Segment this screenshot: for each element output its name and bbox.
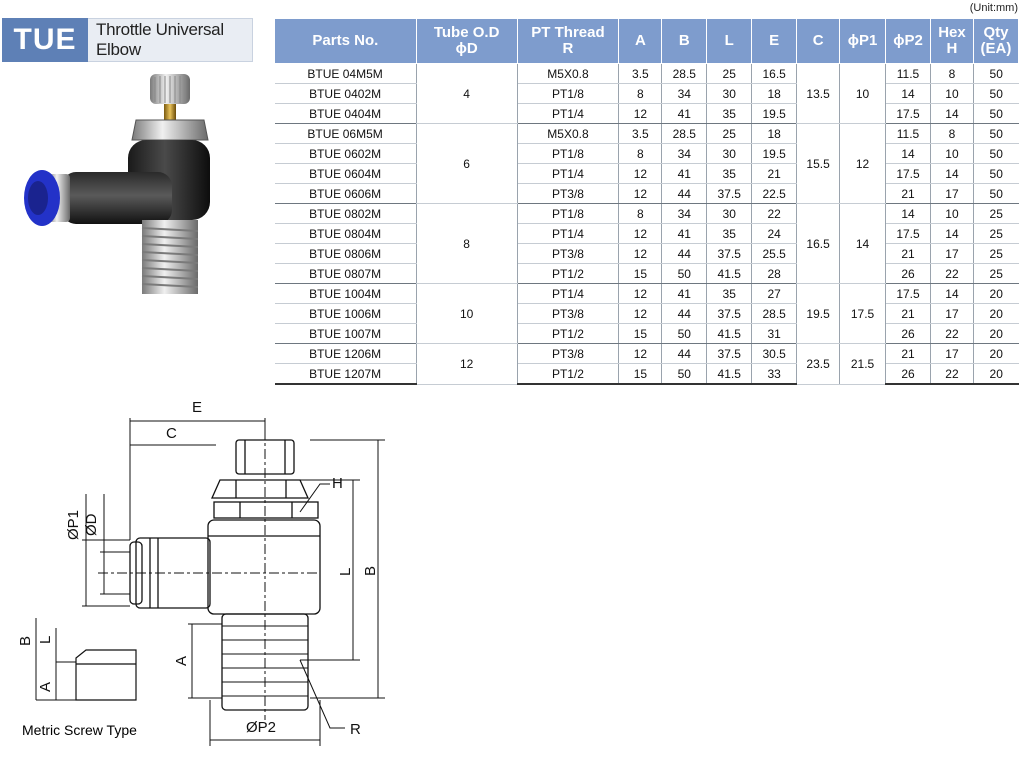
cell-thread: PT1/4 bbox=[517, 164, 619, 184]
cell-b: 34 bbox=[662, 84, 707, 104]
cell-thread: PT1/4 bbox=[517, 224, 619, 244]
col-pt-thread: PT Thread R bbox=[517, 19, 619, 64]
table-row bbox=[275, 344, 1019, 364]
small-dim-label-a: A bbox=[37, 681, 54, 692]
cell-p2: 14 bbox=[886, 84, 931, 104]
cell-l: 30 bbox=[707, 204, 752, 224]
cell-qty: 50 bbox=[973, 184, 1018, 204]
cell-a: 12 bbox=[619, 184, 662, 204]
col-e: E bbox=[752, 19, 797, 64]
cell-part-no: BTUE 0806M bbox=[275, 244, 417, 264]
cell-b: 28.5 bbox=[662, 64, 707, 84]
cell-l: 25 bbox=[707, 124, 752, 144]
cell-thread: PT1/2 bbox=[517, 264, 619, 284]
cell-hex: 14 bbox=[930, 224, 973, 244]
cell-thread: M5X0.8 bbox=[517, 124, 619, 144]
cell-p2: 26 bbox=[886, 264, 931, 284]
cell-hex: 22 bbox=[930, 324, 973, 344]
cell-p1: 21.5 bbox=[840, 344, 886, 385]
cell-e: 19.5 bbox=[752, 144, 797, 164]
cell-p2: 17.5 bbox=[886, 104, 931, 124]
small-dim-label-l: L bbox=[37, 635, 54, 644]
dim-label-h: H bbox=[332, 475, 343, 492]
cell-b: 41 bbox=[662, 284, 707, 304]
cell-hex: 22 bbox=[930, 364, 973, 385]
cell-l: 25 bbox=[707, 64, 752, 84]
cell-part-no: BTUE 0404M bbox=[275, 104, 417, 124]
dim-label-l: L bbox=[337, 567, 354, 576]
col-a: A bbox=[619, 19, 662, 64]
cell-hex: 17 bbox=[930, 184, 973, 204]
elbow-fitting-photo bbox=[18, 68, 214, 308]
cell-e: 33 bbox=[752, 364, 797, 385]
col-parts-no: Parts No. bbox=[275, 19, 417, 64]
cell-b: 34 bbox=[662, 204, 707, 224]
cell-a: 3.5 bbox=[619, 64, 662, 84]
col-tube-od: Tube O.D ϕD bbox=[416, 19, 517, 64]
cell-l: 41.5 bbox=[707, 364, 752, 385]
col-p1: ϕP1 bbox=[840, 19, 886, 64]
cell-qty: 50 bbox=[973, 104, 1018, 124]
cell-a: 15 bbox=[619, 364, 662, 385]
cell-b: 50 bbox=[662, 324, 707, 344]
cell-a: 12 bbox=[619, 344, 662, 364]
cell-b: 34 bbox=[662, 144, 707, 164]
cell-l: 37.5 bbox=[707, 304, 752, 324]
table-row bbox=[275, 224, 1019, 244]
table-row bbox=[275, 144, 1019, 164]
cell-thread: PT1/4 bbox=[517, 284, 619, 304]
cell-c: 16.5 bbox=[797, 204, 840, 284]
cell-thread: PT1/4 bbox=[517, 104, 619, 124]
cell-part-no: BTUE 0804M bbox=[275, 224, 417, 244]
product-badge bbox=[2, 18, 253, 62]
cell-hex: 14 bbox=[930, 284, 973, 304]
cell-qty: 25 bbox=[973, 264, 1018, 284]
cell-tube-od: 12 bbox=[416, 344, 517, 385]
cell-b: 50 bbox=[662, 364, 707, 385]
cell-p2: 14 bbox=[886, 204, 931, 224]
cell-qty: 25 bbox=[973, 244, 1018, 264]
cell-l: 37.5 bbox=[707, 344, 752, 364]
table-row bbox=[275, 124, 1019, 144]
cell-l: 41.5 bbox=[707, 324, 752, 344]
small-dim-label-b: B bbox=[17, 635, 34, 646]
cell-hex: 17 bbox=[930, 244, 973, 264]
cell-thread: PT3/8 bbox=[517, 244, 619, 264]
cell-a: 15 bbox=[619, 264, 662, 284]
cell-qty: 20 bbox=[973, 284, 1018, 304]
product-code: TUE bbox=[2, 18, 88, 62]
cell-qty: 50 bbox=[973, 64, 1018, 84]
col-l: L bbox=[707, 19, 752, 64]
cell-e: 30.5 bbox=[752, 344, 797, 364]
cell-e: 21 bbox=[752, 164, 797, 184]
cell-b: 41 bbox=[662, 164, 707, 184]
cell-b: 50 bbox=[662, 264, 707, 284]
cell-p1: 10 bbox=[840, 64, 886, 124]
product-title: Throttle Universal Elbow bbox=[88, 18, 253, 62]
cell-thread: PT3/8 bbox=[517, 304, 619, 324]
unit-note: (Unit:mm) bbox=[969, 2, 1018, 14]
cell-e: 31 bbox=[752, 324, 797, 344]
cell-b: 44 bbox=[662, 344, 707, 364]
cell-l: 41.5 bbox=[707, 264, 752, 284]
col-hex: Hex H bbox=[930, 19, 973, 64]
cell-b: 41 bbox=[662, 224, 707, 244]
cell-thread: PT3/8 bbox=[517, 344, 619, 364]
cell-l: 37.5 bbox=[707, 184, 752, 204]
cell-e: 18 bbox=[752, 124, 797, 144]
table-row bbox=[275, 184, 1019, 204]
table-row bbox=[275, 64, 1019, 84]
cell-b: 44 bbox=[662, 184, 707, 204]
cell-p2: 21 bbox=[886, 244, 931, 264]
table-header-row bbox=[275, 19, 1019, 64]
table-row bbox=[275, 264, 1019, 284]
drawing-caption: Metric Screw Type bbox=[22, 722, 137, 738]
cell-e: 19.5 bbox=[752, 104, 797, 124]
cell-a: 12 bbox=[619, 164, 662, 184]
cell-hex: 10 bbox=[930, 204, 973, 224]
cell-c: 13.5 bbox=[797, 64, 840, 124]
cell-qty: 50 bbox=[973, 84, 1018, 104]
cell-a: 12 bbox=[619, 104, 662, 124]
cell-p1: 17.5 bbox=[840, 284, 886, 344]
table-row bbox=[275, 324, 1019, 344]
cell-qty: 20 bbox=[973, 324, 1018, 344]
cell-hex: 17 bbox=[930, 304, 973, 324]
cell-p2: 26 bbox=[886, 364, 931, 385]
cell-part-no: BTUE 0604M bbox=[275, 164, 417, 184]
cell-p1: 12 bbox=[840, 124, 886, 204]
cell-thread: PT1/2 bbox=[517, 324, 619, 344]
cell-p1: 14 bbox=[840, 204, 886, 284]
cell-p2: 17.5 bbox=[886, 224, 931, 244]
cell-p2: 26 bbox=[886, 324, 931, 344]
cell-part-no: BTUE 1006M bbox=[275, 304, 417, 324]
table-row bbox=[275, 244, 1019, 264]
cell-l: 30 bbox=[707, 144, 752, 164]
cell-part-no: BTUE 1206M bbox=[275, 344, 417, 364]
cell-e: 27 bbox=[752, 284, 797, 304]
dim-label-a: A bbox=[173, 655, 190, 666]
cell-p2: 17.5 bbox=[886, 164, 931, 184]
cell-hex: 8 bbox=[930, 124, 973, 144]
cell-a: 8 bbox=[619, 204, 662, 224]
cell-part-no: BTUE 06M5M bbox=[275, 124, 417, 144]
cell-tube-od: 8 bbox=[416, 204, 517, 284]
cell-tube-od: 6 bbox=[416, 124, 517, 204]
cell-e: 22 bbox=[752, 204, 797, 224]
cell-b: 44 bbox=[662, 244, 707, 264]
table-row bbox=[275, 84, 1019, 104]
cell-p2: 11.5 bbox=[886, 64, 931, 84]
cell-part-no: BTUE 0402M bbox=[275, 84, 417, 104]
col-qty: Qty (EA) bbox=[973, 19, 1018, 64]
cell-b: 28.5 bbox=[662, 124, 707, 144]
cell-hex: 22 bbox=[930, 264, 973, 284]
cell-thread: PT1/8 bbox=[517, 204, 619, 224]
table-row bbox=[275, 104, 1019, 124]
cell-hex: 14 bbox=[930, 164, 973, 184]
cell-qty: 20 bbox=[973, 344, 1018, 364]
cell-qty: 20 bbox=[973, 304, 1018, 324]
cell-part-no: BTUE 0602M bbox=[275, 144, 417, 164]
cell-part-no: BTUE 1004M bbox=[275, 284, 417, 304]
dim-label-p1: ØP1 bbox=[65, 509, 82, 540]
cell-qty: 20 bbox=[973, 364, 1018, 385]
cell-e: 18 bbox=[752, 84, 797, 104]
table-body bbox=[275, 64, 1019, 385]
table-row bbox=[275, 164, 1019, 184]
cell-b: 41 bbox=[662, 104, 707, 124]
cell-c: 15.5 bbox=[797, 124, 840, 204]
cell-l: 30 bbox=[707, 84, 752, 104]
table-row bbox=[275, 204, 1019, 224]
cell-a: 12 bbox=[619, 304, 662, 324]
cell-tube-od: 4 bbox=[416, 64, 517, 124]
col-p2: ϕP2 bbox=[886, 19, 931, 64]
cell-e: 16.5 bbox=[752, 64, 797, 84]
cell-p2: 17.5 bbox=[886, 284, 931, 304]
cell-p2: 21 bbox=[886, 304, 931, 324]
dim-label-p2: ØP2 bbox=[246, 719, 277, 736]
cell-qty: 50 bbox=[973, 124, 1018, 144]
cell-part-no: BTUE 1007M bbox=[275, 324, 417, 344]
col-b: B bbox=[662, 19, 707, 64]
dim-label-c: C bbox=[166, 425, 177, 442]
cell-qty: 50 bbox=[973, 164, 1018, 184]
cell-thread: M5X0.8 bbox=[517, 64, 619, 84]
table-row bbox=[275, 284, 1019, 304]
dim-label-e: E bbox=[192, 399, 203, 416]
cell-b: 44 bbox=[662, 304, 707, 324]
spec-table bbox=[274, 18, 1019, 385]
cell-a: 3.5 bbox=[619, 124, 662, 144]
dim-label-d: ØD bbox=[83, 513, 100, 536]
cell-qty: 25 bbox=[973, 204, 1018, 224]
table-row bbox=[275, 304, 1019, 324]
cell-hex: 10 bbox=[930, 84, 973, 104]
cell-hex: 8 bbox=[930, 64, 973, 84]
cell-c: 19.5 bbox=[797, 284, 840, 344]
cell-thread: PT1/8 bbox=[517, 84, 619, 104]
cell-a: 15 bbox=[619, 324, 662, 344]
cell-a: 12 bbox=[619, 244, 662, 264]
cell-a: 12 bbox=[619, 284, 662, 304]
dim-label-r: R bbox=[350, 721, 361, 738]
cell-l: 35 bbox=[707, 224, 752, 244]
cell-qty: 25 bbox=[973, 224, 1018, 244]
cell-part-no: BTUE 0606M bbox=[275, 184, 417, 204]
cell-p2: 21 bbox=[886, 344, 931, 364]
cell-hex: 17 bbox=[930, 344, 973, 364]
cell-qty: 50 bbox=[973, 144, 1018, 164]
table-row bbox=[275, 364, 1019, 385]
cell-e: 22.5 bbox=[752, 184, 797, 204]
cell-thread: PT3/8 bbox=[517, 184, 619, 204]
cell-p2: 11.5 bbox=[886, 124, 931, 144]
cell-c: 23.5 bbox=[797, 344, 840, 385]
cell-a: 8 bbox=[619, 144, 662, 164]
elbow-fitting-drawing bbox=[0, 392, 400, 768]
cell-e: 24 bbox=[752, 224, 797, 244]
cell-a: 12 bbox=[619, 224, 662, 244]
cell-a: 8 bbox=[619, 84, 662, 104]
cell-l: 37.5 bbox=[707, 244, 752, 264]
cell-hex: 10 bbox=[930, 144, 973, 164]
cell-thread: PT1/2 bbox=[517, 364, 619, 385]
cell-part-no: BTUE 0802M bbox=[275, 204, 417, 224]
cell-e: 28 bbox=[752, 264, 797, 284]
cell-e: 28.5 bbox=[752, 304, 797, 324]
cell-l: 35 bbox=[707, 284, 752, 304]
cell-p2: 14 bbox=[886, 144, 931, 164]
dim-label-b: B bbox=[362, 565, 379, 576]
cell-p2: 21 bbox=[886, 184, 931, 204]
cell-thread: PT1/8 bbox=[517, 144, 619, 164]
cell-l: 35 bbox=[707, 104, 752, 124]
cell-l: 35 bbox=[707, 164, 752, 184]
cell-part-no: BTUE 1207M bbox=[275, 364, 417, 385]
col-c: C bbox=[797, 19, 840, 64]
cell-part-no: BTUE 0807M bbox=[275, 264, 417, 284]
cell-tube-od: 10 bbox=[416, 284, 517, 344]
cell-e: 25.5 bbox=[752, 244, 797, 264]
cell-part-no: BTUE 04M5M bbox=[275, 64, 417, 84]
cell-hex: 14 bbox=[930, 104, 973, 124]
